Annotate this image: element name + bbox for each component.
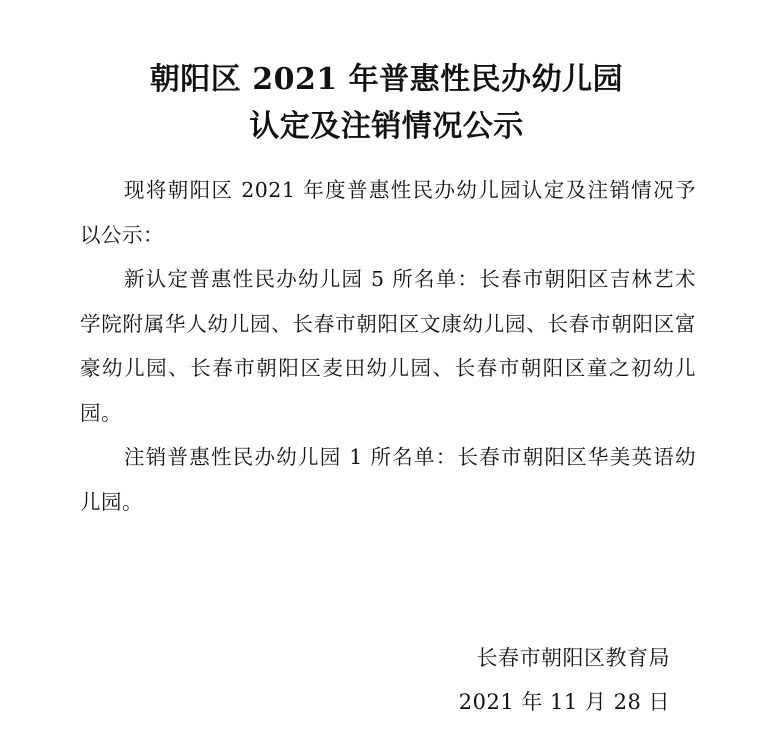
document-body — [80, 168, 696, 524]
cancelled-kindergartens-paragraph: 注销普惠性民办幼儿园 1 所名单：长春市朝阳区华美英语幼儿园。 — [80, 445, 696, 514]
new-kindergartens-paragraph: 新认定普惠性民办幼儿园 5 所名单：长春市朝阳区吉林艺术学院附属华人幼儿园、长春市朝阳区文康幼儿园、长春市朝阳区富豪幼儿园、长春市朝阳区麦田幼儿园、长春市朝阳区童之初幼儿园。 — [80, 267, 696, 425]
issuer-name: 长春市朝阳区教育局 — [476, 646, 670, 670]
document-title-line-2: 认定及注销情况公示 — [249, 109, 524, 144]
intro-paragraph: 现将朝阳区 2021 年度普惠性民办幼儿园认定及注销情况予以公示： — [80, 178, 696, 247]
issue-date: 2021 年 11 月 28 日 — [458, 690, 670, 714]
signature-block — [440, 636, 670, 724]
document-title-line-1: 朝阳区 2021 年普惠性民办幼儿园 — [149, 62, 624, 97]
